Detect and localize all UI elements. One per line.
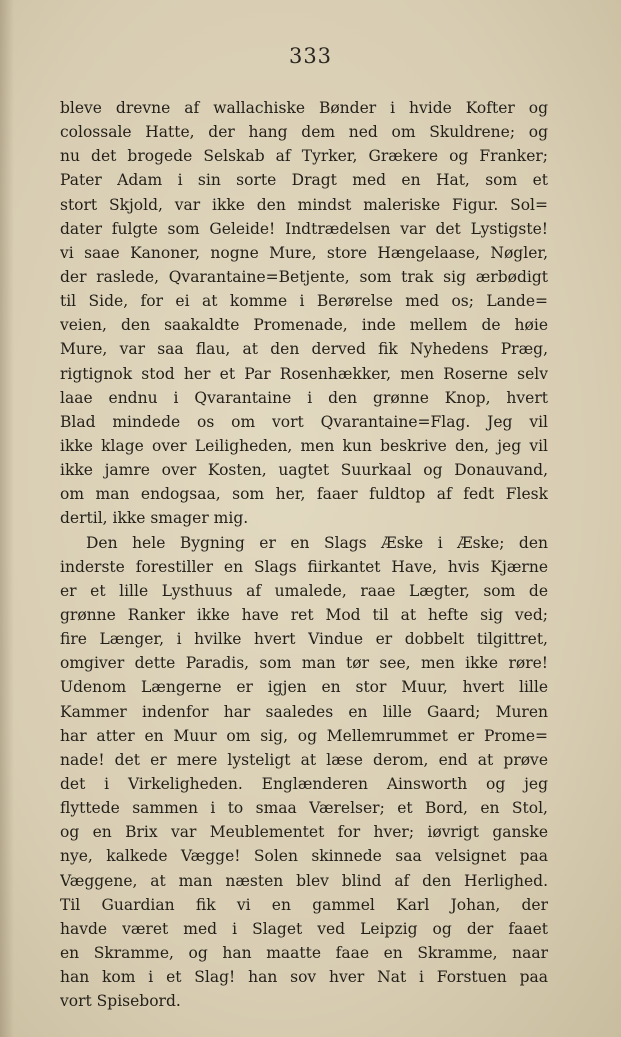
text-line-34: Til Guardian fik vi en gammel Karl Johan, der xyxy=(60,895,548,914)
text-line-17: om man endogsaa, som her, faaer fuldtop af fedt Flesk xyxy=(60,485,548,504)
text-line-22: grønne Ranker ikke have ret Mod til at hefte sig ved; xyxy=(60,605,548,624)
text-line-16: ikke jamre over Kosten, uagtet Suurkaal og Donauvand, xyxy=(60,461,548,480)
text-line-12: rigtignok stod her et Par Rosenhækker, men Roserne selv xyxy=(60,364,548,383)
text-line-6: dater fulgte som Geleide! Indtrædelsen var det Lystigste! xyxy=(60,219,548,238)
text-line-19: Den hele Bygning er en Slags Æske i Æske; den xyxy=(86,533,548,552)
text-line-5: stort Skjold, var ikke den mindst maleriske Figur. Sol= xyxy=(60,195,548,214)
text-line-2: colossale Hatte, der hang dem ned om Skuldrene; og xyxy=(60,123,548,142)
text-line-32: nye, kalkede Vægge! Solen skinnede saa velsignet paa xyxy=(60,847,548,866)
text-line-7: vi saae Kanoner, nogne Mure, store Hængelaase, Nøgler, xyxy=(60,243,548,262)
text-line-26: Kammer indenfor har saaledes en lille Gaard; Muren xyxy=(60,702,548,721)
text-line-9: til Side, for ei at komme i Berørelse med os; Lande= xyxy=(60,292,548,311)
text-line-13: laae endnu i Qvarantaine i den grønne Knop, hvert xyxy=(60,388,548,407)
text-line-11: Mure, var saa flau, at den derved fik Nyhedens Præg, xyxy=(60,340,548,359)
text-line-10: veien, den saakaldte Promenade, inde mellem de høie xyxy=(60,316,548,335)
page-number: 333 xyxy=(288,44,333,68)
binding-shadow xyxy=(0,0,14,1037)
text-line-33: Væggene, at man næsten blev blind af den Herlighed. xyxy=(60,871,548,890)
text-line-18: dertil, ikke smager mig. xyxy=(60,509,249,528)
text-line-24: omgiver dette Paradis, som man tør see, men ikke røre! xyxy=(60,654,548,673)
text-line-25: Udenom Længerne er igjen en stor Muur, hvert lille xyxy=(60,678,548,697)
text-line-3: nu det brogede Selskab af Tyrker, Grækere og Franker; xyxy=(60,147,548,166)
text-line-8: der raslede, Qvarantaine=Betjente, som trak sig ærbødigt xyxy=(60,267,548,286)
text-line-4: Pater Adam i sin sorte Dragt med en Hat, som et xyxy=(60,171,548,190)
text-line-36: en Skramme, og han maatte faae en Skramme, naar xyxy=(60,943,548,962)
text-line-14: Blad mindede os om vort Qvarantaine=Flag. Jeg vil xyxy=(60,412,548,431)
text-line-28: nade! det er mere lysteligt at læse derom, end at prøve xyxy=(60,750,548,769)
text-line-30: flyttede sammen i to smaa Værelser; et Bord, en Stol, xyxy=(60,799,548,818)
text-line-23: fire Længer, i hvilke hvert Vindue er dobbelt tilgittret, xyxy=(60,630,548,649)
text-line-31: og en Brix var Meublementet for hver; iøvrigt ganske xyxy=(60,823,548,842)
text-line-27: har atter en Muur om sig, og Mellemrummet er Prome= xyxy=(60,726,548,745)
body-text xyxy=(60,96,548,1013)
text-line-29: det i Virkeligheden. Englænderen Ainsworth og jeg xyxy=(60,774,548,793)
text-line-21: er et lille Lysthuus af umalede, raae Lægter, som de xyxy=(60,581,548,600)
text-line-38: vort Spisebord. xyxy=(60,992,181,1011)
text-line-1: blеvе drevne af wallachiske Bønder i hvide Kofter og xyxy=(60,99,548,117)
text-line-20: inderste forestiller en Slags fiirkantet Have, hvis Kjærne xyxy=(60,557,548,576)
text-line-35: havde været med i Slaget ved Leipzig og der faaet xyxy=(60,919,548,938)
text-line-15: ikke klage over Leiligheden, men kun beskrive den, jeg vil xyxy=(60,436,548,455)
text-line-37: han kom i et Slag! han sov hver Nat i Forstuen paa xyxy=(60,968,548,987)
